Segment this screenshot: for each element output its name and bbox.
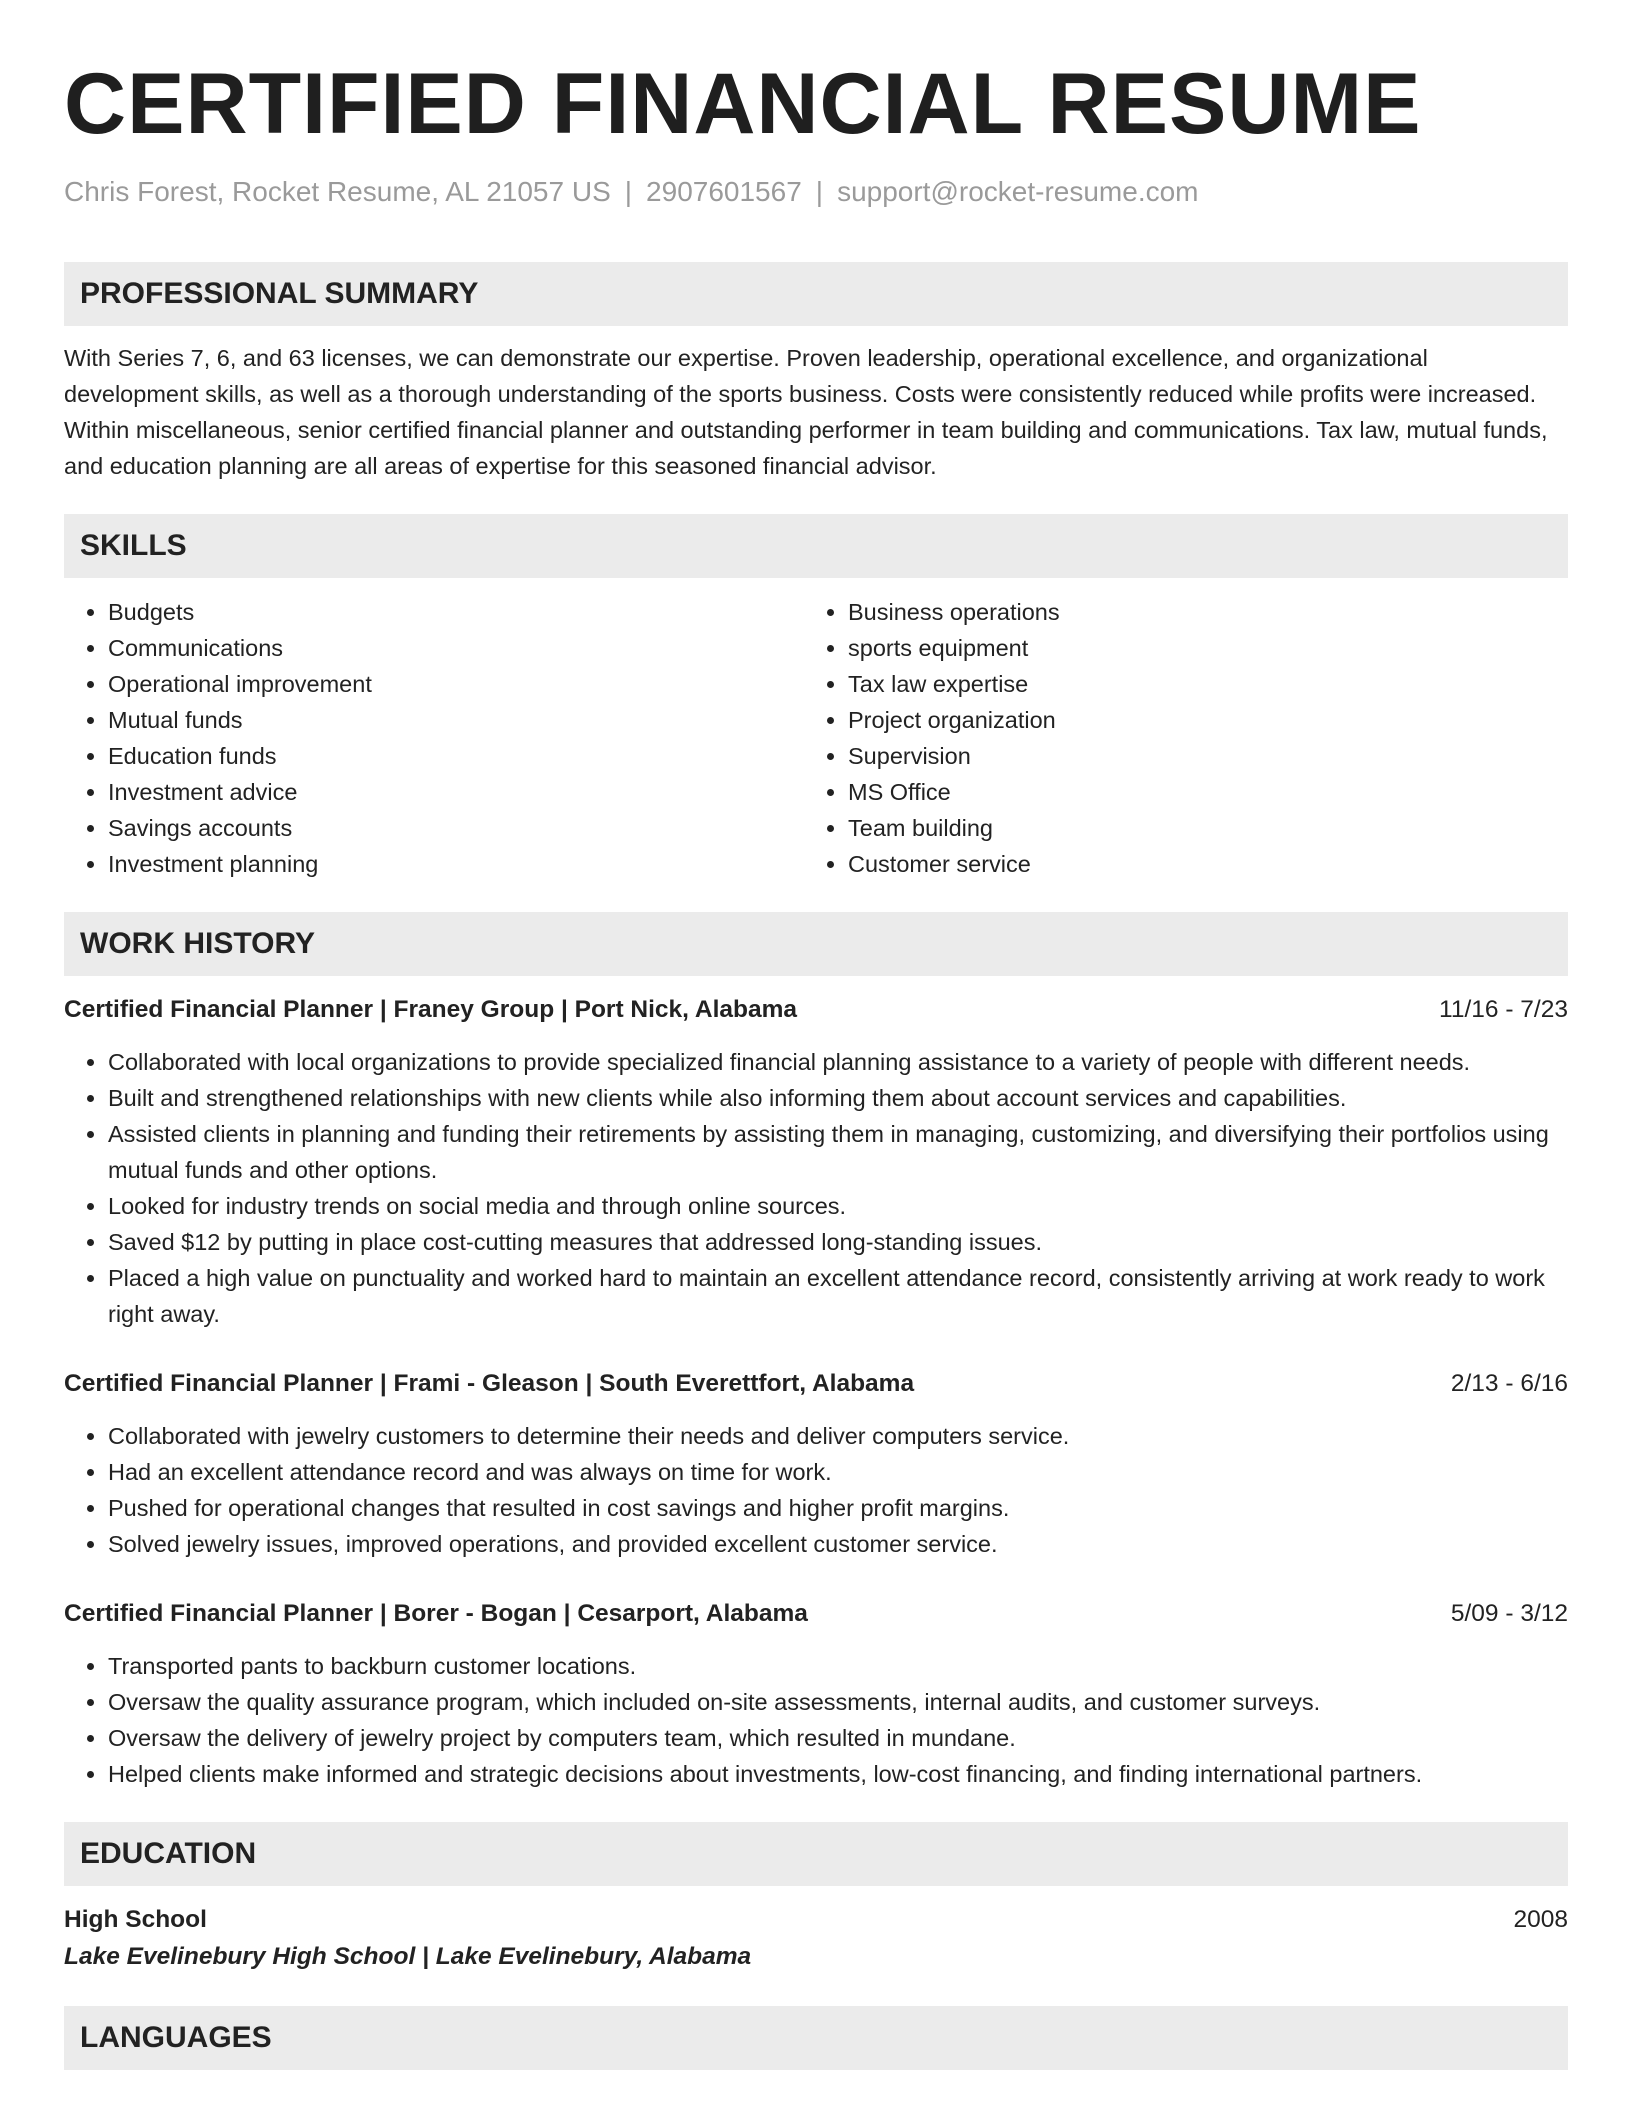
skill-item: • Investment planning bbox=[108, 846, 804, 882]
section-header-languages: LANGUAGES bbox=[64, 2006, 1568, 2070]
skill-item: • sports equipment bbox=[848, 630, 1544, 666]
job-bullet: • Placed a high value on punctuality and worked hard to maintain an excellent attendance record, consistently arriving at work ready to work right away. bbox=[108, 1260, 1568, 1332]
skill-item: • Supervision bbox=[848, 738, 1544, 774]
job-header bbox=[64, 1366, 1568, 1402]
skills-list-left bbox=[64, 594, 804, 882]
education-entry bbox=[64, 1902, 1568, 1976]
education-year: 2008 bbox=[1513, 1906, 1568, 1933]
summary-text: With Series 7, 6, and 63 licenses, we can demonstrate our expertise. Proven leadership, operational excellence, and organizational development skills, as well as a thorough understanding of the sports business. Costs were consistently reduced while profits were increased. Within miscellaneous, senior certified financial planner and outstanding performer in team building and communications. Tax law, mutual funds, and education planning are all areas of expertise for this seasoned financial advisor. bbox=[64, 345, 1548, 479]
skill-item: • Customer service bbox=[848, 846, 1544, 882]
job-bullets bbox=[64, 1044, 1568, 1332]
job-header bbox=[64, 992, 1568, 1028]
job-title: Certified Financial Planner | Borer - Bogan | Cesarport, Alabama bbox=[64, 1600, 808, 1627]
languages-section bbox=[64, 2006, 1568, 2070]
skill-item: • Project organization bbox=[848, 702, 1544, 738]
skill-item: • Budgets bbox=[108, 594, 804, 630]
skill-item: • Investment advice bbox=[108, 774, 804, 810]
job-bullet: • Solved jewelry issues, improved operations, and provided excellent customer service. bbox=[108, 1526, 1568, 1562]
job-title: Certified Financial Planner | Frami - Gleason | South Everettfort, Alabama bbox=[64, 1370, 915, 1397]
resume-title: CERTIFIED FINANCIAL RESUME bbox=[64, 56, 1422, 152]
job-dates: 2/13 - 6/16 bbox=[1450, 1370, 1568, 1397]
job-bullet: • Transported pants to backburn customer locations. bbox=[108, 1648, 1568, 1684]
skill-item: • MS Office bbox=[848, 774, 1544, 810]
skill-item: • Mutual funds bbox=[108, 702, 804, 738]
education-degree: High School bbox=[64, 1906, 207, 1933]
contact-line bbox=[64, 174, 1568, 210]
skill-item: • Team building bbox=[848, 810, 1544, 846]
job-bullet: • Built and strengthened relationships with new clients while also informing them about account services and capabilities. bbox=[108, 1080, 1568, 1116]
work-history-section bbox=[64, 912, 1568, 1792]
skills-section bbox=[64, 514, 1568, 882]
section-header-work-history: WORK HISTORY bbox=[64, 912, 1568, 976]
job-title: Certified Financial Planner | Franey Group | Port Nick, Alabama bbox=[64, 996, 798, 1023]
skill-item: • Communications bbox=[108, 630, 804, 666]
job-bullet: • Helped clients make informed and strategic decisions about investments, low-cost financing, and finding international partners. bbox=[108, 1756, 1568, 1792]
skill-item: • Tax law expertise bbox=[848, 666, 1544, 702]
job-bullet: • Collaborated with local organizations to provide specialized financial planning assistance to a variety of people with different needs. bbox=[108, 1044, 1568, 1080]
contact-separator: | bbox=[815, 176, 824, 207]
job-bullet: • Had an excellent attendance record and was always on time for work. bbox=[108, 1454, 1568, 1490]
job-bullets bbox=[64, 1648, 1568, 1792]
job-entry bbox=[64, 992, 1568, 1332]
job-dates: 5/09 - 3/12 bbox=[1450, 1600, 1568, 1627]
contact-address: Chris Forest, Rocket Resume, AL 21057 US bbox=[64, 176, 611, 207]
education-school: Lake Evelinebury High School | Lake Evelinebury, Alabama bbox=[64, 1943, 752, 1970]
skill-item: • Savings accounts bbox=[108, 810, 804, 846]
education-header bbox=[64, 1902, 1568, 1938]
contact-email: support@rocket-resume.com bbox=[837, 176, 1199, 207]
skill-item: • Business operations bbox=[848, 594, 1544, 630]
job-entry bbox=[64, 1596, 1568, 1792]
job-bullet: • Looked for industry trends on social media and through online sources. bbox=[108, 1188, 1568, 1224]
job-header bbox=[64, 1596, 1568, 1632]
contact-phone: 2907601567 bbox=[646, 176, 802, 207]
skills-list-right bbox=[804, 594, 1544, 882]
skill-item: • Operational improvement bbox=[108, 666, 804, 702]
job-bullet: • Collaborated with jewelry customers to determine their needs and deliver computers service. bbox=[108, 1418, 1568, 1454]
section-header-skills: SKILLS bbox=[64, 514, 1568, 578]
job-bullets bbox=[64, 1418, 1568, 1562]
section-header-education: EDUCATION bbox=[64, 1822, 1568, 1886]
section-header-summary: PROFESSIONAL SUMMARY bbox=[64, 262, 1568, 326]
job-bullet: • Saved $12 by putting in place cost-cutting measures that addressed long-standing issues. bbox=[108, 1224, 1568, 1260]
job-dates: 11/16 - 7/23 bbox=[1439, 996, 1568, 1023]
skill-item: • Education funds bbox=[108, 738, 804, 774]
job-entry bbox=[64, 1366, 1568, 1562]
education-section bbox=[64, 1822, 1568, 1976]
job-bullet: • Pushed for operational changes that resulted in cost savings and higher profit margins. bbox=[108, 1490, 1568, 1526]
job-bullet: • Assisted clients in planning and funding their retirements by assisting them in managing, customizing, and diversifying their portfolios using mutual funds and other options. bbox=[108, 1116, 1568, 1188]
contact-separator: | bbox=[624, 176, 633, 207]
job-bullet: • Oversaw the quality assurance program, which included on-site assessments, internal audits, and customer surveys. bbox=[108, 1684, 1568, 1720]
skills-columns bbox=[64, 594, 1568, 882]
job-bullet: • Oversaw the delivery of jewelry project by computers team, which resulted in mundane. bbox=[108, 1720, 1568, 1756]
